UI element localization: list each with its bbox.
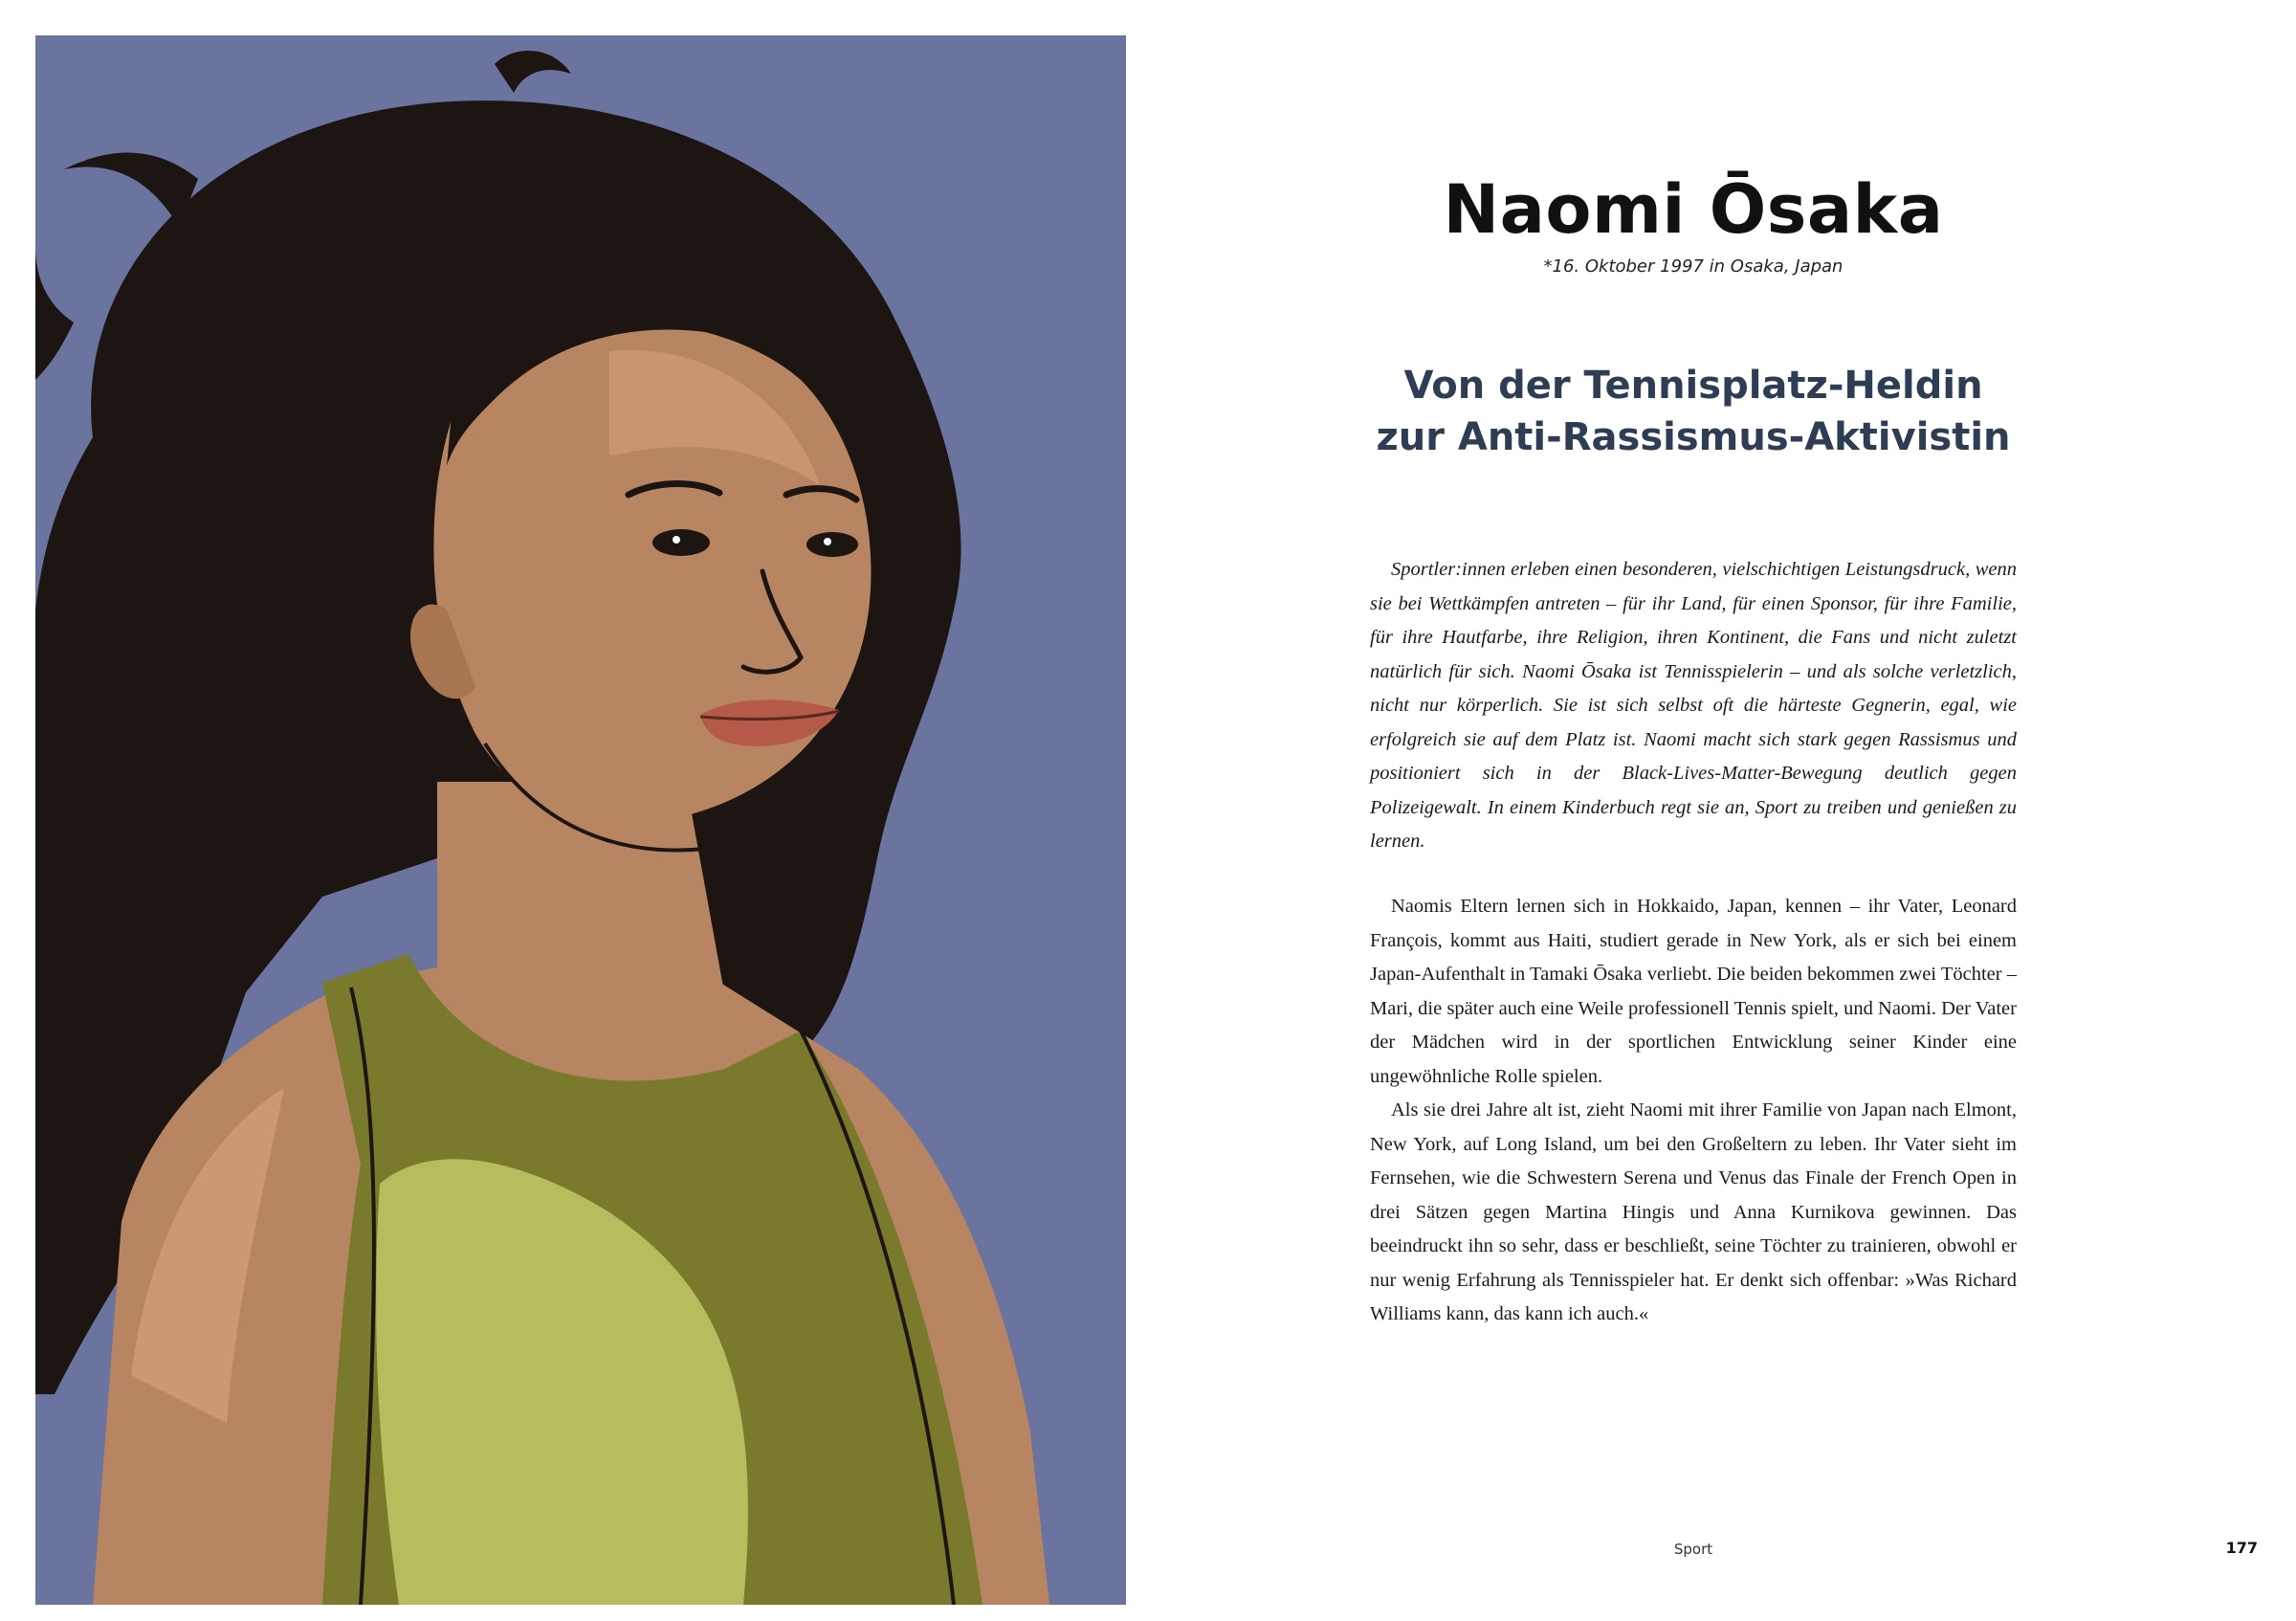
body-paragraph-1 — [1370, 890, 2017, 1094]
left-eye — [652, 529, 710, 556]
left-eye-glint — [673, 536, 680, 544]
portrait-illustration-svg — [35, 35, 1126, 1605]
intro-paragraph — [1370, 553, 2017, 859]
portrait-illustration — [35, 35, 1126, 1605]
paragraph-1-text: Naomis Eltern lernen sich in Hokkaido, Japan, kennen – ihr Vater, Leonard François, kommt aus Haiti, studiert gerade in New York, als er sich bei einem Japan-Aufenthalt in Tamaki Ōsaka verliebt. Die beiden bekommen zwei Töchter – Mari, die später auch eine Weile professionell Tennis spielt, und Naomi. Der Vater der Mädchen wird in der sportlichen Entwicklung seiner Kinder eine ungewöhnliche Rolle spielen. — [1370, 896, 2017, 1087]
page-title: Naomi Ōsaka — [1443, 170, 1944, 249]
footer-section-label: Sport — [1673, 1541, 1713, 1558]
page-number: 177 — [2225, 1539, 2258, 1557]
chapter-subtitle — [1244, 360, 2143, 463]
paragraph-2-text: Als sie drei Jahre alt ist, zieht Naomi mit ihrer Familie von Japan nach Elmont, New York, auf Long Island, um bei den Großeltern zu leben. Ihr Vater sieht im Fernsehen, wie die Schwestern Serena und Venus das Finale der French Open in drei Sätzen gegen Martina Hingis und Anna Kurnikova gewinnen. Das beeindruckt ihn so sehr, dass er beschließt, seine Töchter zu trainieren, obwohl er nur wenig Erfahrung als Tennisspieler hat. Er denkt sich offenbar: »Was Richard Williams kann, das kann ich auch.« — [1370, 1099, 2017, 1324]
subtitle-line-1: Von der Tennisplatz-Heldin — [1403, 364, 1983, 408]
birth-line: *16. Oktober 1997 in Osaka, Japan — [1543, 256, 1843, 277]
intro-text: Sportler:innen erleben einen besonderen, vielschichtigen Leistungsdruck, wenn sie bei Wettkämpfen antreten – für ihr Land, für einen Sponsor, für ihre Familie, für ihre Hautfarbe, ihre Religion, ihren Kontinent, die Fans und nicht zuletzt natürlich für sich. Naomi Ōsaka ist Tennisspielerin – und als solche verletzlich, nicht nur körperlich. Sie ist sich selbst oft die härteste Gegnerin, egal, wie erfolgreich sie auf dem Platz ist. Naomi macht sich stark gegen Rassismus und positioniert sich in der Black-Lives-Matter-Bewegung deutlich gegen Polizeigewalt. In einem Kinderbuch regt sie an, Sport zu treiben und genießen zu lernen. — [1370, 559, 2017, 852]
body-paragraph-2 — [1370, 1094, 2017, 1332]
right-eye — [806, 532, 858, 557]
subtitle-line-2: zur Anti-Rassismus-Aktivistin — [1376, 415, 2011, 459]
right-eye-glint — [824, 538, 831, 545]
